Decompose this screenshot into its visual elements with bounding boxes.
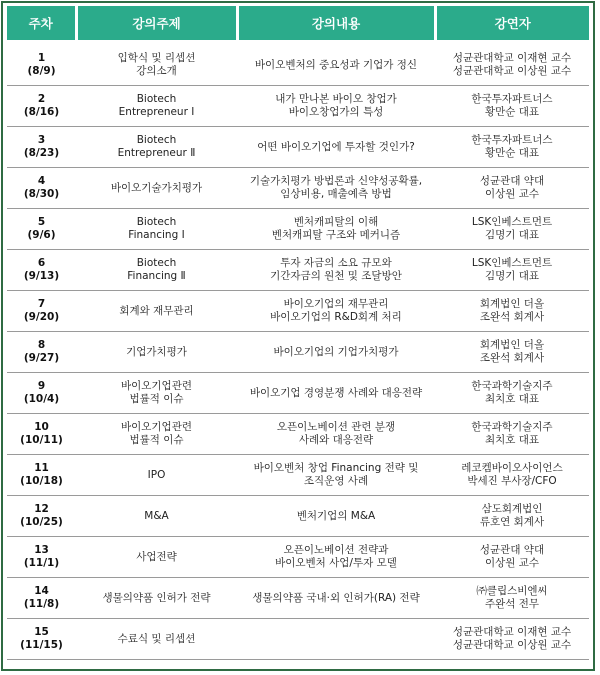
speaker-cell-line: 주완석 전무: [484, 598, 540, 610]
speaker-cell: [435, 332, 589, 373]
week-cell-line: (9/20): [23, 311, 60, 323]
topic-cell: [76, 43, 237, 86]
content-cell-line: 바이오기업 경영분쟁 사례와 대응전략: [249, 386, 423, 399]
week-cell-line: (8/16): [23, 106, 60, 118]
week-cell: [7, 86, 76, 127]
week-cell-line: 12: [34, 503, 49, 515]
speaker-cell-line: 박세진 부사장/CFO: [467, 475, 557, 487]
table-row: [7, 332, 589, 373]
content-cell: [237, 168, 435, 209]
speaker-cell-line: 김명기 대표: [484, 229, 540, 241]
week-cell: [7, 619, 76, 660]
content-cell: [237, 332, 435, 373]
week-cell-line: (9/6): [27, 229, 56, 241]
speaker-cell-line: ㈜클립스비엔씨: [476, 585, 548, 597]
week-cell-line: 10: [34, 421, 49, 433]
content-cell-line: 임상비용, 매출예측 방법: [280, 188, 392, 200]
table-row: [7, 43, 589, 86]
content-cell-line: 바이오벤처 사업/투자 모델: [275, 557, 397, 569]
content-cell-line: 조직운영 사례: [303, 475, 369, 487]
week-cell-line: (10/25): [20, 516, 63, 528]
speaker-cell: [435, 537, 589, 578]
topic-cell-line: Financing Ⅰ: [128, 229, 185, 241]
table-row: [7, 455, 589, 496]
week-cell: [7, 250, 76, 291]
topic-cell-line: Biotech: [136, 134, 177, 146]
topic-cell: [76, 496, 237, 537]
content-cell: [237, 43, 435, 86]
table-row: [7, 619, 589, 660]
week-cell-line: (8/9): [27, 65, 56, 77]
speaker-cell-line: 레코켐바이오사이언스: [461, 462, 563, 474]
content-cell: [237, 578, 435, 619]
topic-cell-line: 회계와 재무관리: [119, 304, 194, 317]
table-row: [7, 86, 589, 127]
content-cell-line: 바이오기업의 재무관리: [283, 298, 389, 310]
table-row: [7, 496, 589, 537]
content-cell-line: 어떤 바이오기업에 투자할 것인가?: [257, 140, 415, 153]
speaker-cell-line: 조완석 회계사: [479, 311, 545, 323]
header-topic: 강의주제: [76, 6, 237, 43]
content-cell-line: 벤처캐피탈의 이해: [293, 216, 379, 228]
topic-cell-line: 수료식 및 리셉션: [117, 632, 196, 645]
week-cell-line: (10/4): [23, 393, 60, 405]
topic-cell: [76, 291, 237, 332]
speaker-cell: [435, 209, 589, 250]
table-row: [7, 168, 589, 209]
week-cell: [7, 373, 76, 414]
header-content: 강의내용: [237, 6, 435, 43]
week-cell-line: (9/27): [23, 352, 60, 364]
week-cell-line: 1: [37, 52, 46, 64]
week-cell-line: (8/23): [23, 147, 60, 159]
speaker-cell-line: 이상원 교수: [484, 188, 540, 200]
week-cell: [7, 537, 76, 578]
lecture-schedule-table: [7, 6, 589, 660]
speaker-cell-line: 류호연 회계사: [479, 516, 545, 528]
week-cell-line: 11: [34, 462, 49, 474]
content-cell: [237, 209, 435, 250]
week-cell-line: (10/18): [20, 475, 63, 487]
speaker-cell: [435, 168, 589, 209]
week-cell-line: 15: [34, 626, 49, 638]
table-row: [7, 537, 589, 578]
speaker-cell-line: 성균관대학교 이재현 교수: [452, 52, 572, 64]
content-cell: [237, 291, 435, 332]
content-cell-line: 기간자금의 원천 및 조달방안: [270, 270, 402, 282]
speaker-cell: [435, 373, 589, 414]
week-cell: [7, 209, 76, 250]
topic-cell: [76, 414, 237, 455]
content-cell-line: 바이오창업가의 특성: [288, 106, 384, 118]
speaker-cell-line: 한국투자파트너스: [471, 134, 553, 146]
content-cell: [237, 496, 435, 537]
speaker-cell: [435, 414, 589, 455]
speaker-cell-line: 한국투자파트너스: [471, 93, 553, 105]
week-cell: [7, 168, 76, 209]
header-speaker: 강연자: [435, 6, 589, 43]
speaker-cell-line: 조완석 회계사: [479, 352, 545, 364]
content-cell-line: 사례와 대응전략: [298, 434, 374, 446]
topic-cell: [76, 250, 237, 291]
content-cell-line: 벤처캐피탈 구조와 메커니즘: [271, 229, 401, 241]
speaker-cell-line: 최치호 대표: [484, 434, 540, 446]
week-cell: [7, 291, 76, 332]
topic-cell: [76, 168, 237, 209]
topic-cell: [76, 86, 237, 127]
week-cell: [7, 414, 76, 455]
table-row: [7, 291, 589, 332]
speaker-cell-line: 황만순 대표: [484, 106, 540, 118]
content-cell: [237, 619, 435, 660]
speaker-cell-line: 성균관대학교 이재현 교수: [452, 626, 572, 638]
speaker-cell-line: 성균관대학교 이상원 교수: [452, 65, 572, 77]
topic-cell-line: 바이오기업관련: [120, 380, 192, 392]
week-cell-line: (8/30): [23, 188, 60, 200]
topic-cell-line: 강의소개: [136, 65, 177, 77]
header-week: 주차: [7, 6, 76, 43]
content-cell: [237, 250, 435, 291]
content-cell: [237, 537, 435, 578]
speaker-cell: [435, 43, 589, 86]
topic-cell-line: 법률적 이슈: [129, 434, 184, 446]
speaker-cell-line: 성균관대 약대: [479, 544, 545, 556]
speaker-cell: [435, 455, 589, 496]
week-cell: [7, 332, 76, 373]
speaker-cell-line: 이상원 교수: [484, 557, 540, 569]
speaker-cell-line: 성균관대학교 이상원 교수: [452, 639, 572, 651]
topic-cell: [76, 537, 237, 578]
speaker-cell: [435, 578, 589, 619]
week-cell-line: (11/1): [23, 557, 60, 569]
speaker-cell-line: 한국과학기술지주: [471, 380, 553, 392]
content-cell-line: 오픈이노베이션 관련 분쟁: [276, 421, 396, 433]
topic-cell: [76, 455, 237, 496]
table-row: [7, 578, 589, 619]
topic-cell-line: M&A: [144, 509, 169, 522]
content-cell-line: 바이오벤처의 중요성과 기업가 정신: [254, 58, 418, 71]
table-row: [7, 373, 589, 414]
topic-cell-line: Biotech: [136, 216, 177, 228]
content-cell-line: 내가 만나본 바이오 창업가: [275, 93, 397, 105]
week-cell-line: (11/15): [20, 639, 63, 651]
table-row: [7, 127, 589, 168]
speaker-cell: [435, 291, 589, 332]
content-cell-line: 벤처기업의 M&A: [296, 509, 376, 522]
topic-cell: [76, 373, 237, 414]
topic-cell-line: 기업가치평가: [126, 345, 187, 358]
week-cell-line: 7: [37, 298, 46, 310]
week-cell: [7, 496, 76, 537]
week-cell-line: 4: [37, 175, 46, 187]
week-cell: [7, 578, 76, 619]
table-row: [7, 209, 589, 250]
week-cell-line: (9/13): [23, 270, 60, 282]
content-cell: [237, 86, 435, 127]
speaker-cell-line: 회계법인 더올: [479, 339, 545, 351]
content-cell-line: 오픈이노베이션 전략과: [283, 544, 389, 556]
topic-cell: [76, 209, 237, 250]
topic-cell-line: Entrepreneur Ⅱ: [117, 147, 196, 159]
topic-cell-line: Entrepreneur Ⅰ: [118, 106, 195, 118]
speaker-cell-line: 회계법인 더올: [479, 298, 545, 310]
speaker-cell: [435, 496, 589, 537]
week-cell-line: 5: [37, 216, 46, 228]
topic-cell: [76, 619, 237, 660]
speaker-cell-line: 한국과학기술지주: [471, 421, 553, 433]
speaker-cell-line: 황만순 대표: [484, 147, 540, 159]
content-cell-line: 바이오기업의 R&D회계 처리: [270, 311, 402, 323]
content-cell: [237, 127, 435, 168]
topic-cell-line: Biotech: [136, 93, 177, 105]
speaker-cell: [435, 127, 589, 168]
week-cell-line: 2: [37, 93, 46, 105]
topic-cell-line: IPO: [147, 468, 166, 481]
speaker-cell-line: 삼도회계법인: [481, 503, 543, 515]
week-cell-line: (11/8): [23, 598, 60, 610]
week-cell-line: (10/11): [20, 434, 63, 446]
content-cell-line: 기술가치평가 방법론과 신약성공확률,: [249, 175, 423, 187]
content-cell-line: 바이오벤처 창업 Financing 전략 및: [253, 462, 419, 474]
topic-cell-line: 입학식 및 리셉션: [117, 52, 196, 64]
week-cell-line: 13: [34, 544, 49, 556]
speaker-cell-line: LSK인베스트먼트: [471, 257, 553, 269]
speaker-cell-line: 김명기 대표: [484, 270, 540, 282]
speaker-cell-line: LSK인베스트먼트: [471, 216, 553, 228]
table-row: [7, 414, 589, 455]
topic-cell-line: Biotech: [136, 257, 177, 269]
topic-cell-line: 바이오기업관련: [120, 421, 192, 433]
header-row: [7, 6, 589, 43]
content-cell-line: 생물의약품 국내·외 인허가(RA) 전략: [252, 591, 420, 604]
week-cell-line: 6: [37, 257, 46, 269]
week-cell: [7, 43, 76, 86]
topic-cell: [76, 332, 237, 373]
content-cell: [237, 373, 435, 414]
topic-cell-line: 법률적 이슈: [129, 393, 184, 405]
week-cell: [7, 127, 76, 168]
week-cell: [7, 455, 76, 496]
speaker-cell: [435, 250, 589, 291]
content-cell: [237, 455, 435, 496]
content-cell-line: 바이오기업의 기업가치평가: [273, 345, 399, 358]
week-cell-line: 14: [34, 585, 49, 597]
topic-cell: [76, 578, 237, 619]
content-cell-line: 투자 자금의 소요 규모와: [280, 257, 392, 269]
topic-cell-line: 사업전략: [136, 550, 177, 563]
speaker-cell: [435, 619, 589, 660]
topic-cell-line: 바이오기술가치평가: [110, 181, 203, 194]
week-cell-line: 9: [37, 380, 46, 392]
table-row: [7, 250, 589, 291]
week-cell-line: 3: [37, 134, 46, 146]
speaker-cell: [435, 86, 589, 127]
content-cell: [237, 414, 435, 455]
speaker-cell-line: 최치호 대표: [484, 393, 540, 405]
topic-cell-line: Financing Ⅱ: [127, 270, 186, 282]
week-cell-line: 8: [37, 339, 46, 351]
speaker-cell-line: 성균관대 약대: [479, 175, 545, 187]
topic-cell-line: 생물의약품 인허가 전략: [102, 591, 211, 604]
topic-cell: [76, 127, 237, 168]
